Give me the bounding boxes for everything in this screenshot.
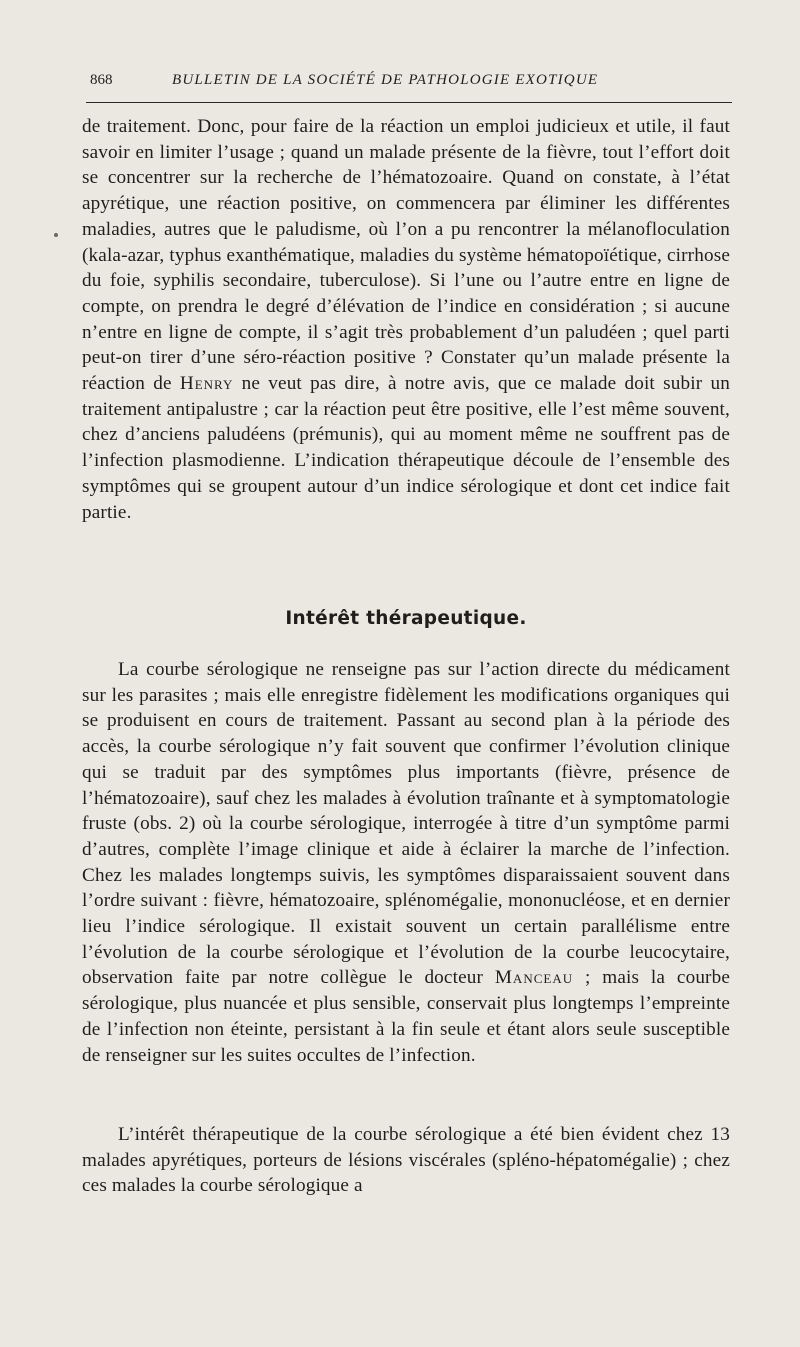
- paragraph-2-end: ; mais la courbe sérologique, plus nuancée et plus sensible, conservait plus longtemps l’empreinte de l’infection non éteinte, persistant à la fin seule et étant alors seule susceptible de renseigner sur les suites occultes de l’infection.: [82, 967, 731, 1066]
- header-rule: [86, 102, 732, 103]
- page-header: [86, 70, 732, 96]
- paragraph-2-text: La courbe sérologique ne renseigne pas sur l’action directe du médicament sur les parasites ; mais elle enregistre fidèlement les modifications organiques qui se produisent en cours de traitement. Passant au second plan à la période des accès, la courbe sérologique n’y fait souvent que confirmer l’évolution clinique qui se traduit par des symptômes plus importants (fièvre, présence de l’hématozoaire), sauf chez les malades à évolution traînante et à symptomatologie fruste (obs. 2) où la courbe sérologique, interrogée à titre d’un symptôme parmi d’autres, complète l’image clinique et aide à éclairer la marche de l’infection. Chez les malades longtemps suivis, les symptômes disparaissaient souvent dans l’ordre suivant : fièvre, hématozoaire, splénomégalie, mononucléose, et en dernier lieu l’indice sérologique. Il existait souvent un certain parallélisme entre l’évolution de la courbe sérologique et l’évolution de la courbe leucocytaire, observation faite par notre collègue le docteur: [82, 659, 730, 989]
- page-number: 868: [90, 72, 113, 88]
- paragraph-1-text: de traitement. Donc, pour faire de la réaction un emploi judicieux et utile, il faut savoir en limiter l’usage ; quand un malade présente de la fièvre, tout l’effort doit se concentrer sur la recherche de l’hématozoaire. Quand on constate, à l’état apyrétique, une réaction positive, on commencera par éliminer les différentes maladies, autres que le paludisme, où l’on a pu rencontrer la mélanofloculation (kala-azar, typhus exanthématique, maladies du système hématopoïétique, cirrhose du foie, syphilis secondaire, tuberculose). Si l’une ou l’autre entre en ligne de compte, on prendra le degré d’élévation de l’indice en considération ; si aucune n’entre en ligne de compte, il s’agit très probablement d’un paludéen ; quel parti peut-on tirer d’une séro-réaction positive ? Constater qu’un malade présente la réaction de: [82, 116, 730, 395]
- author-name-manceau: Manceau: [494, 967, 574, 989]
- section-heading: Intérêt thérapeutique.: [285, 608, 527, 629]
- paragraph-3: L’intérêt thérapeutique de la courbe sérologique a été bien évident chez 13 malades apyrétiques, porteurs de lésions viscérales (spléno-hépatomégalie) ; chez ces malades la courbe sérologique a: [82, 1124, 730, 1197]
- margin-mark: [54, 233, 58, 237]
- running-title: BULLETIN DE LA SOCIÉTÉ DE PATHOLOGIE EXOTIQUE: [172, 72, 599, 88]
- paragraph-1: [82, 114, 730, 525]
- paragraph-2: [82, 657, 730, 1068]
- author-name-henry: Henry: [179, 373, 234, 395]
- paragraph-1-end: ne veut pas dire, à notre avis, que ce malade doit subir un traitement antipalustre ; car la réaction peut être positive, elle l’est même souvent, chez d’anciens paludéens (prémunis), qui au moment même ne souffrent pas de l’infection plasmodienne. L’indication thérapeutique découle de l’ensemble des symptômes qui se groupent autour d’un indice sérologique et dont cet indice fait partie.: [82, 373, 730, 523]
